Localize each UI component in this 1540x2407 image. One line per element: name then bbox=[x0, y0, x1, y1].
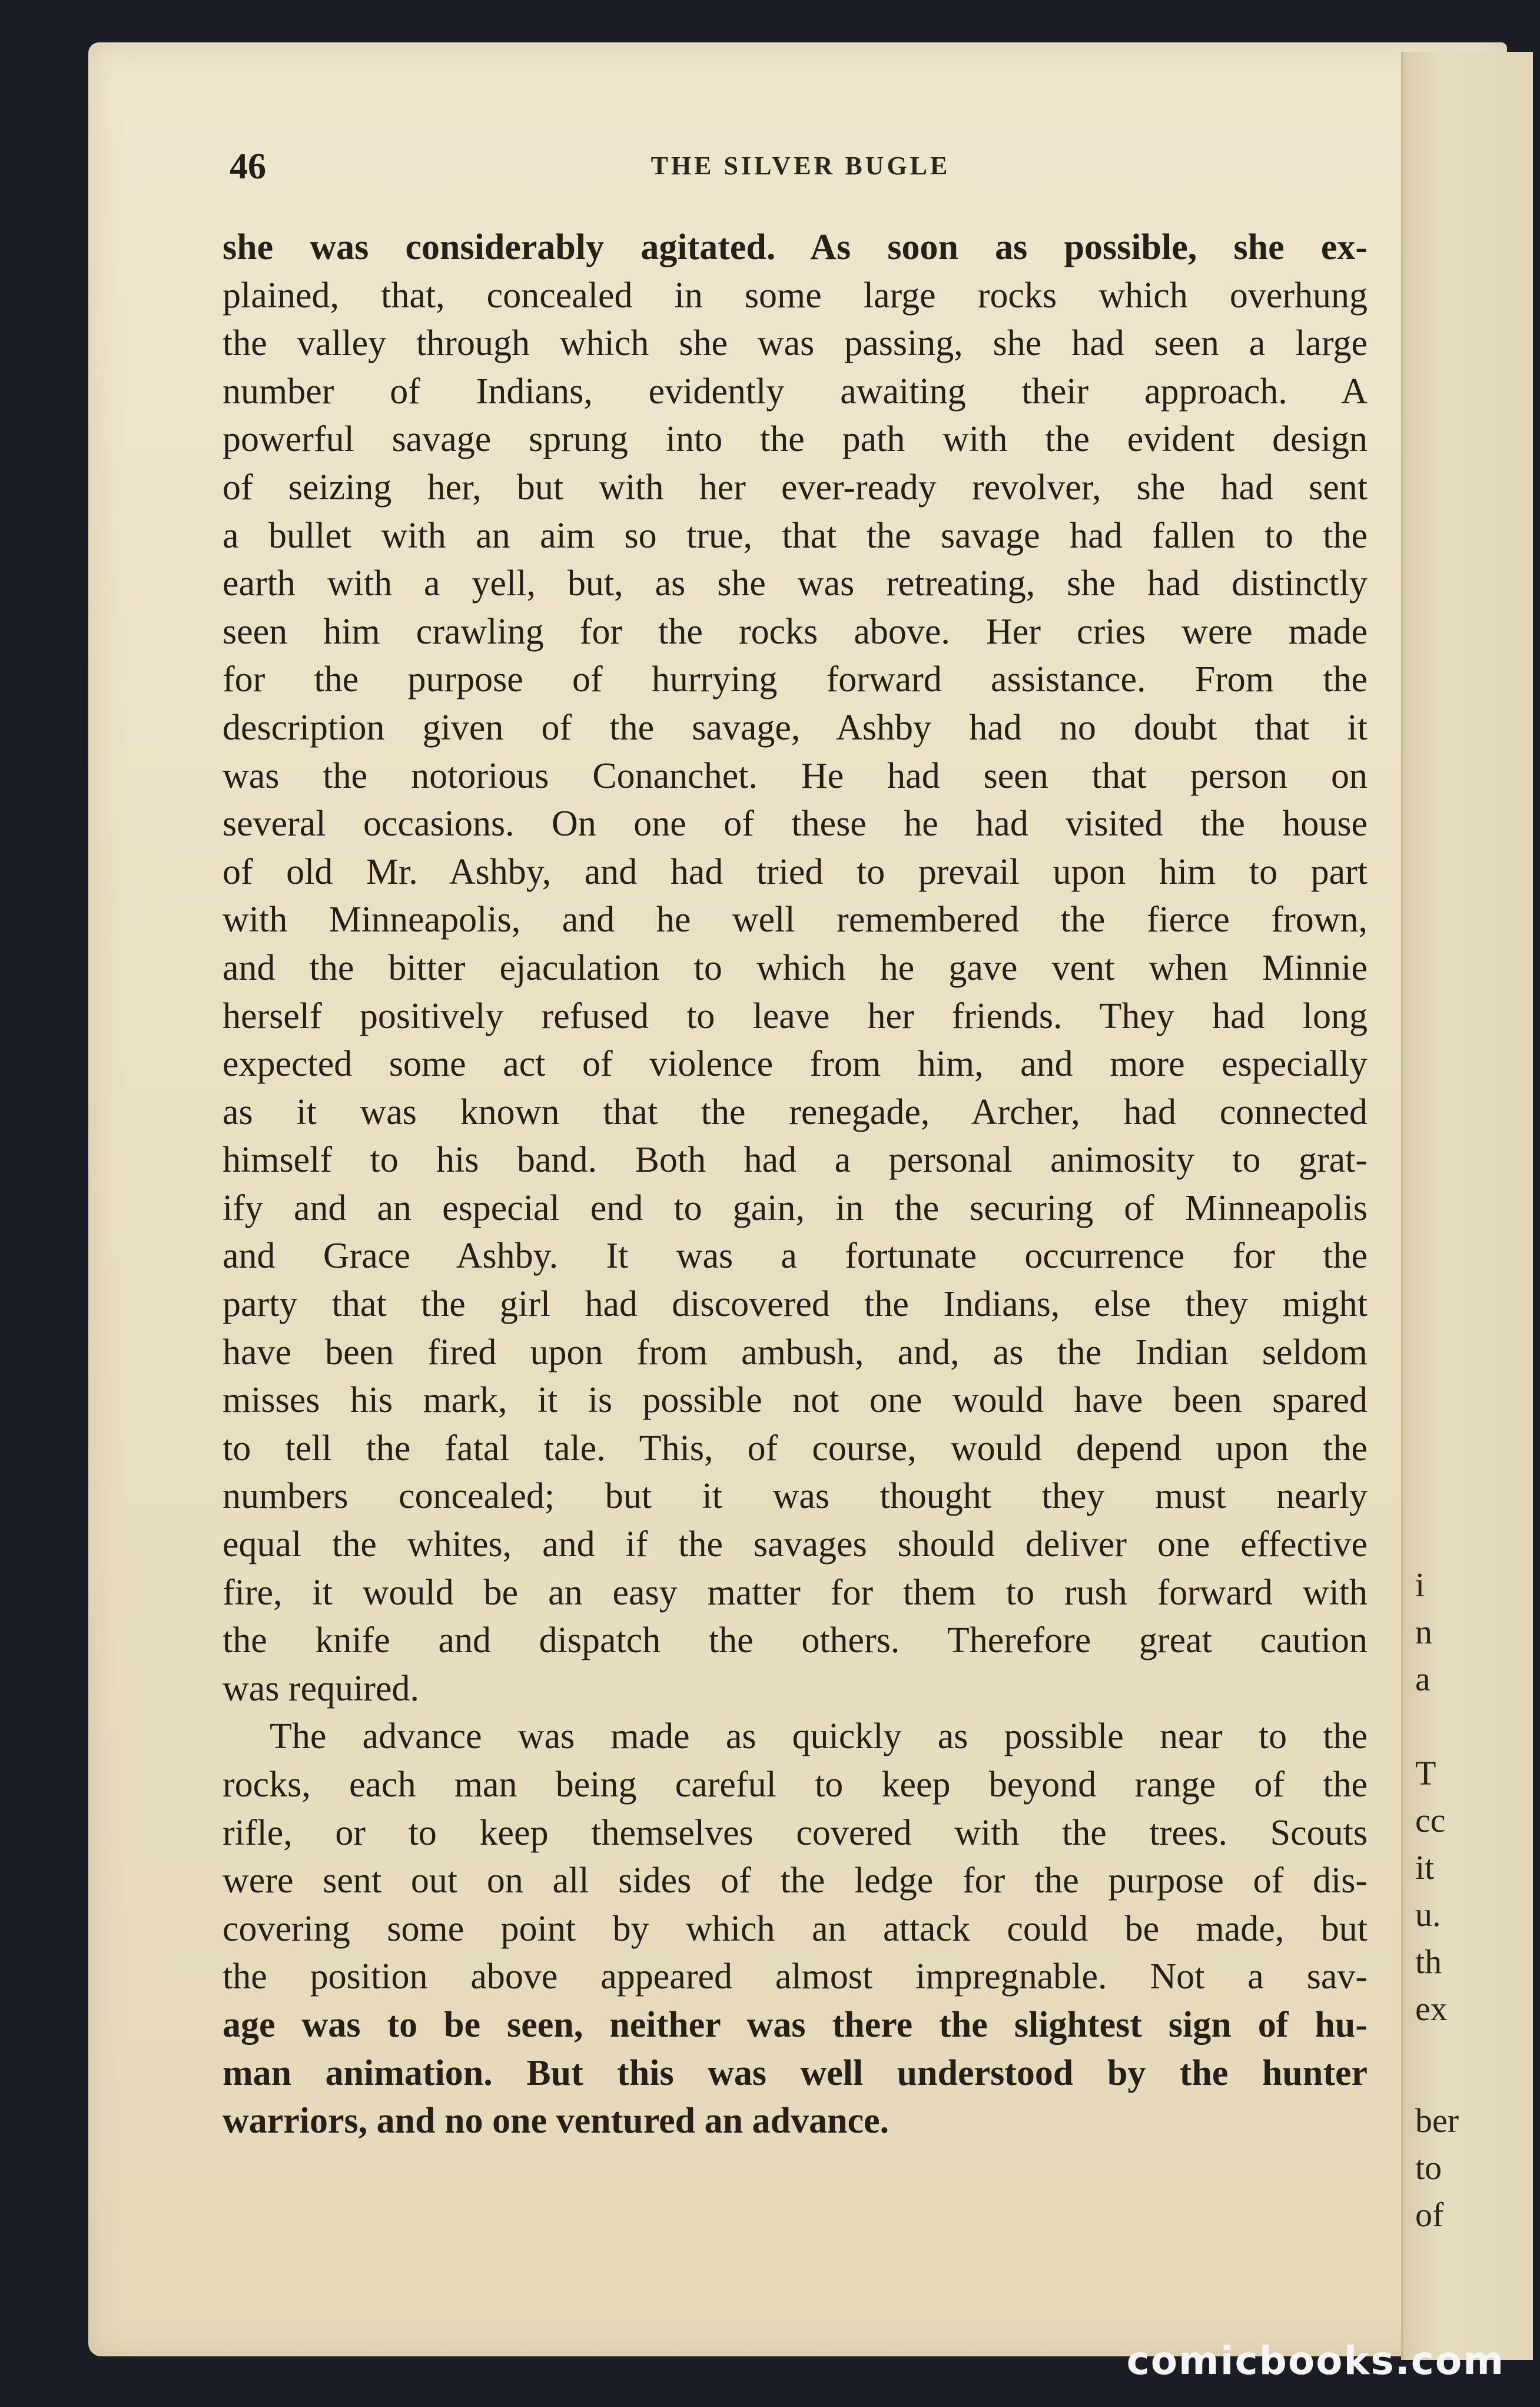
text-line: earth with a yell, but, as she was retreating, she had distinctly bbox=[223, 563, 1368, 604]
watermark: comicbooks.com bbox=[1126, 2338, 1505, 2383]
text-line: several occasions. On one of these he had visited the house bbox=[223, 804, 1368, 844]
text-line: for the purpose of hurrying forward assistance. From the bbox=[223, 659, 1368, 700]
text-line: numbers concealed; but it was thought they must nearly bbox=[223, 1476, 1368, 1517]
text-line: misses his mark, it is possible not one would have been spared bbox=[223, 1380, 1368, 1421]
text-line: fire, it would be an easy matter for them to rush forward with bbox=[223, 1572, 1368, 1613]
adjacent-page-fragment: ber bbox=[1415, 2101, 1459, 2140]
adjacent-page-fragment: i bbox=[1415, 1566, 1425, 1604]
text-line: The advance was made as quickly as possible near to the bbox=[270, 1716, 1368, 1757]
text-line: powerful savage sprung into the path with the evident design bbox=[223, 419, 1368, 460]
page-header bbox=[230, 146, 1372, 187]
text-line: with Minneapolis, and he well remembered the fierce frown, bbox=[223, 900, 1368, 940]
adjacent-page-fragment: th bbox=[1415, 1942, 1442, 1981]
text-line: number of Indians, evidently awaiting their approach. A bbox=[223, 371, 1368, 412]
text-line: age was to be seen, neither was there the slightest sign of hu- bbox=[223, 2004, 1368, 2045]
text-line: warriors, and no one ventured an advance. bbox=[223, 2101, 890, 2141]
adjacent-page-fragment: n bbox=[1415, 1613, 1432, 1651]
text-line: to tell the fatal tale. This, of course, would depend upon the bbox=[223, 1428, 1368, 1468]
adjacent-page-fragment: T bbox=[1415, 1754, 1436, 1792]
text-line: rifle, or to keep themselves covered with the trees. Scouts bbox=[223, 1812, 1368, 1853]
text-line: was the notorious Conanchet. He had seen that person on bbox=[223, 755, 1368, 796]
running-head: THE SILVER BUGLE bbox=[650, 151, 951, 180]
text-line: a bullet with an aim so true, that the savage had fallen to the bbox=[223, 515, 1368, 556]
text-line: expected some act of violence from him, and more especially bbox=[223, 1044, 1368, 1085]
adjacent-page-fragment: a bbox=[1415, 1660, 1431, 1698]
adjacent-page-edge bbox=[1401, 52, 1533, 2360]
text-line: and the bitter ejaculation to which he gave vent when Minnie bbox=[223, 947, 1368, 988]
adjacent-page-fragment: u. bbox=[1415, 1895, 1441, 1934]
adjacent-page-fragment: cc bbox=[1415, 1801, 1446, 1839]
text-line: have been fired upon from ambush, and, as the Indian seldom bbox=[223, 1332, 1368, 1372]
body-text bbox=[223, 224, 1368, 2146]
text-line: herself positively refused to leave her friends. They had long bbox=[223, 996, 1368, 1036]
adjacent-page-fragment: ex bbox=[1415, 1990, 1448, 2028]
text-line: were sent out on all sides of the ledge for the purpose of dis- bbox=[223, 1861, 1368, 1901]
text-line: description given of the savage, Ashby had no doubt that it bbox=[223, 707, 1368, 748]
text-line: party that the girl had discovered the Indians, else they might bbox=[223, 1284, 1368, 1325]
text-line: the knife and dispatch the others. Therefore great caution bbox=[223, 1620, 1368, 1661]
text-line: equal the whites, and if the savages should deliver one effective bbox=[223, 1524, 1368, 1565]
text-line: as it was known that the renegade, Archer, had connected bbox=[223, 1092, 1368, 1132]
text-line: covering some point by which an attack could be made, but bbox=[223, 1908, 1368, 1949]
page-number: 46 bbox=[230, 147, 266, 187]
adjacent-page-fragment: it bbox=[1415, 1848, 1435, 1887]
adjacent-page-fragment: to bbox=[1415, 2149, 1442, 2187]
text-line: ify and an especial end to gain, in the securing of Minneapolis bbox=[223, 1188, 1368, 1228]
text-line: man animation. But this was well understood by the hunter bbox=[223, 2053, 1368, 2093]
text-line: plained, that, concealed in some large rocks which overhung bbox=[223, 275, 1368, 316]
adjacent-page-fragment: of bbox=[1415, 2196, 1444, 2234]
text-line: she was considerably agitated. As soon as possible, she ex- bbox=[223, 227, 1368, 267]
text-line: himself to his band. Both had a personal animosity to grat- bbox=[223, 1140, 1368, 1181]
text-line: the position above appeared almost impregnable. Not a sav- bbox=[223, 1957, 1368, 1997]
text-line: was required. bbox=[223, 1668, 419, 1709]
text-line: of seizing her, but with her ever-ready revolver, she had sent bbox=[223, 467, 1368, 508]
text-line: rocks, each man being careful to keep beyond range of the bbox=[223, 1765, 1368, 1805]
text-line: of old Mr. Ashby, and had tried to prevail upon him to part bbox=[223, 851, 1368, 892]
text-line: the valley through which she was passing, she had seen a large bbox=[223, 323, 1368, 364]
text-line: and Grace Ashby. It was a fortunate occurrence for the bbox=[223, 1236, 1368, 1277]
text-line: seen him crawling for the rocks above. Her cries were made bbox=[223, 611, 1368, 652]
